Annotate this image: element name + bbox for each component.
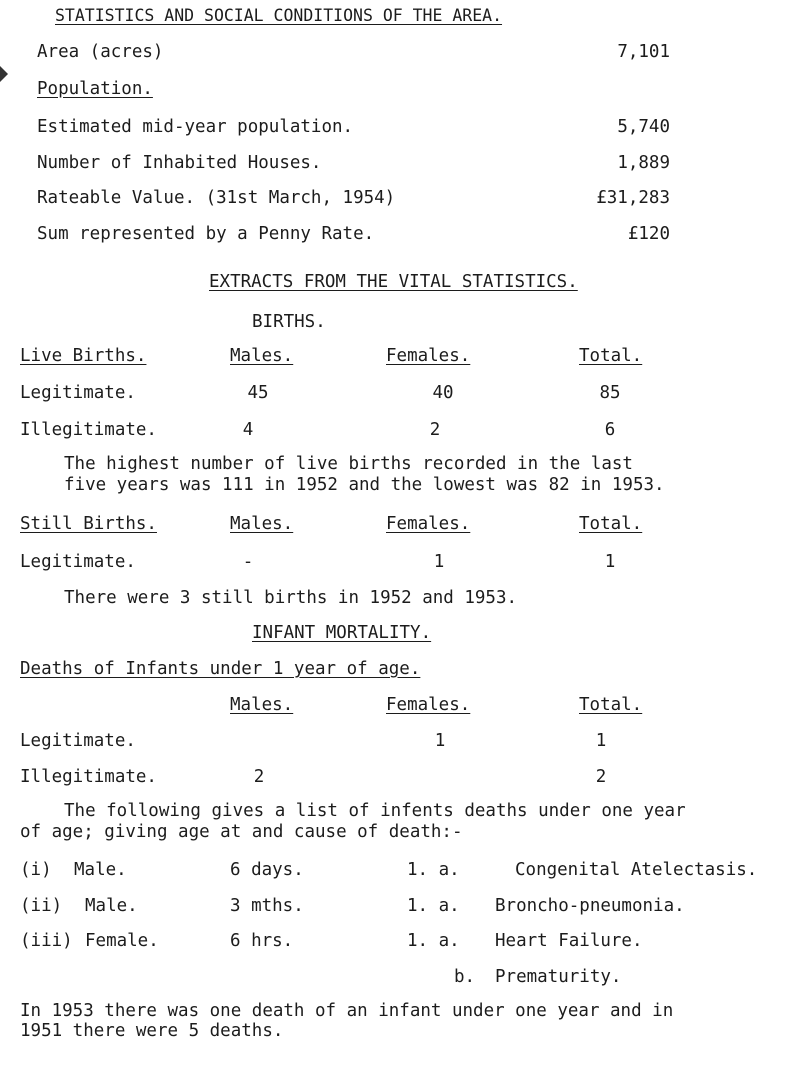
case-code: 1. a. xyxy=(407,931,460,951)
table-row-label: Legitimate. xyxy=(20,731,136,751)
live-births-header: Live Births. xyxy=(20,346,147,366)
table-cell: 6 xyxy=(604,420,616,440)
population-row-value: £31,283 xyxy=(596,188,670,208)
case-cause: Heart Failure. xyxy=(495,931,643,951)
vital-statistics-heading: EXTRACTS FROM THE VITAL STATISTICS. xyxy=(209,272,578,292)
table-cell: 4 xyxy=(242,420,254,440)
case-age: 6 days. xyxy=(230,860,304,880)
case-cause: Congenital Atelectasis. xyxy=(515,860,758,880)
page-edge-mark xyxy=(0,66,8,82)
case-code: b. xyxy=(454,967,476,987)
infant-deaths-subheading: Deaths of Infants under 1 year of age. xyxy=(20,659,421,679)
table-cell: - xyxy=(242,552,254,572)
females-header: Females. xyxy=(386,514,471,534)
case-number: (i) xyxy=(20,860,52,880)
case-age: 6 hrs. xyxy=(230,931,294,951)
population-row-label: Estimated mid-year population. xyxy=(37,117,354,137)
table-row-label: Illegitimate. xyxy=(20,420,157,440)
population-heading: Population. xyxy=(37,79,153,99)
table-cell: 2 xyxy=(253,767,265,787)
males-header: Males. xyxy=(230,695,294,715)
population-row-label: Sum represented by a Penny Rate. xyxy=(37,224,375,244)
males-header: Males. xyxy=(230,346,294,366)
population-row-label: Rateable Value. (31st March, 1954) xyxy=(37,188,396,208)
females-header: Females. xyxy=(386,346,471,366)
closing-note: In 1953 there was one death of an infant under one year and in xyxy=(20,1001,674,1021)
live-births-note: The highest number of live births recorded in the last xyxy=(64,454,633,474)
population-row-label: Number of Inhabited Houses. xyxy=(37,153,322,173)
case-cause: Broncho-pneumonia. xyxy=(495,896,685,916)
table-row-label: Legitimate. xyxy=(20,552,136,572)
case-sex: Male. xyxy=(74,860,127,880)
area-value: 7,101 xyxy=(617,42,670,62)
area-label: Area (acres) xyxy=(37,42,164,62)
population-row-value: 1,889 xyxy=(617,153,670,173)
case-age: 3 mths. xyxy=(230,896,304,916)
table-cell: 1 xyxy=(434,731,446,751)
infant-mortality-heading: INFANT MORTALITY. xyxy=(252,623,432,643)
case-code: 1. a. xyxy=(407,896,460,916)
total-header: Total. xyxy=(579,695,643,715)
table-cell: 1 xyxy=(595,731,607,751)
infant-deaths-intro: of age; giving age at and cause of death:- xyxy=(20,822,463,842)
table-cell: 40 xyxy=(432,383,454,403)
case-number: (ii) xyxy=(20,896,63,916)
total-header: Total. xyxy=(579,346,643,366)
total-header: Total. xyxy=(579,514,643,534)
case-number: (iii) xyxy=(20,931,73,951)
live-births-note: five years was 111 in 1952 and the lowest was 82 in 1953. xyxy=(64,475,665,495)
infant-deaths-intro: The following gives a list of infents deaths under one year xyxy=(64,801,686,821)
still-births-note: There were 3 still births in 1952 and 1953. xyxy=(64,588,518,608)
table-cell: 2 xyxy=(595,767,607,787)
population-row-value: £120 xyxy=(627,224,670,244)
table-cell: 85 xyxy=(599,383,621,403)
females-header: Females. xyxy=(386,695,471,715)
case-sex: Female. xyxy=(85,931,159,951)
case-cause: Prematurity. xyxy=(495,967,622,987)
table-cell: 2 xyxy=(429,420,441,440)
table-row-label: Illegitimate. xyxy=(20,767,157,787)
births-heading: BIRTHS. xyxy=(252,312,326,332)
closing-note: 1951 there were 5 deaths. xyxy=(20,1021,284,1041)
table-row-label: Legitimate. xyxy=(20,383,136,403)
still-births-header: Still Births. xyxy=(20,514,157,534)
case-code: 1. a. xyxy=(407,860,460,880)
page-title: STATISTICS AND SOCIAL CONDITIONS OF THE AREA. xyxy=(55,6,503,25)
table-cell: 45 xyxy=(247,383,269,403)
population-row-value: 5,740 xyxy=(617,117,670,137)
males-header: Males. xyxy=(230,514,294,534)
case-sex: Male. xyxy=(85,896,138,916)
table-cell: 1 xyxy=(433,552,445,572)
table-cell: 1 xyxy=(604,552,616,572)
